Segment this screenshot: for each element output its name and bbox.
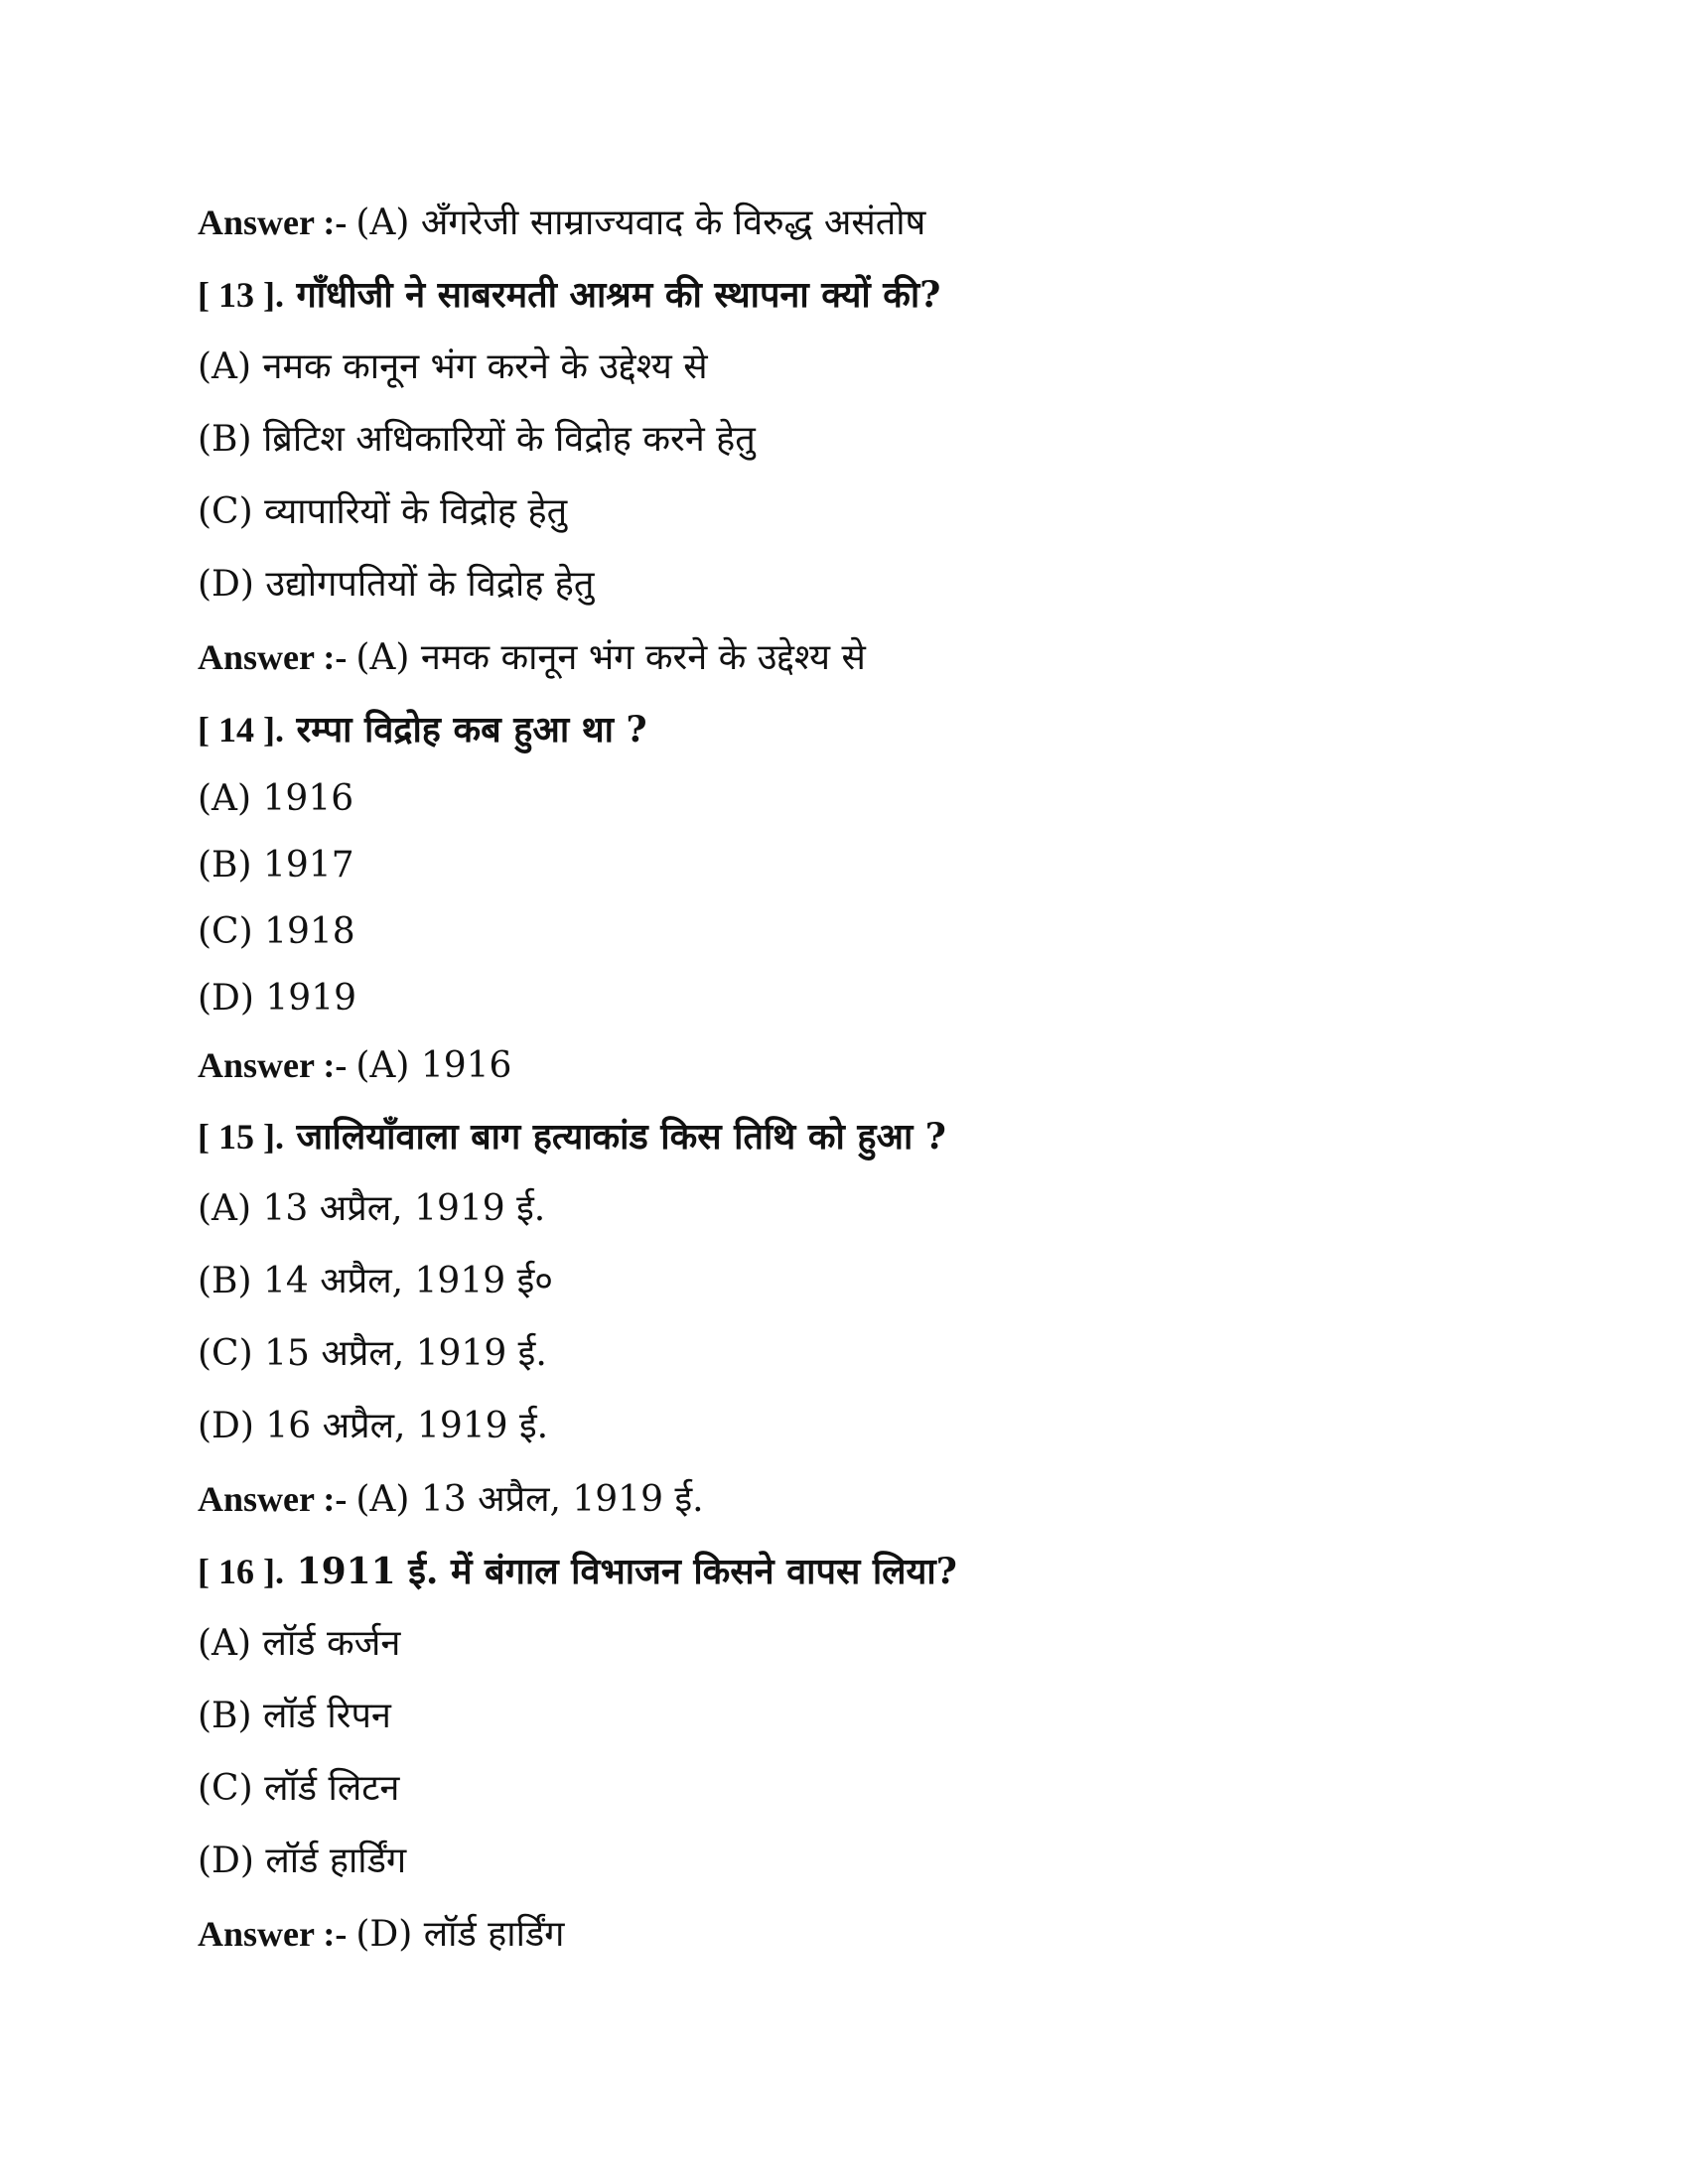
- prev-answer-line: [198, 199, 925, 247]
- question-text: गाँधीजी ने साबरमती आश्रम की स्थापना क्यों की?: [283, 274, 941, 316]
- answer-label: Answer :-: [198, 637, 356, 677]
- answer-label: Answer :-: [198, 1045, 356, 1085]
- answer-label: Answer :-: [198, 1479, 356, 1519]
- question-15: [198, 1113, 946, 1160]
- answer-text: (D) लॉर्ड हार्डिंग: [355, 1914, 565, 1955]
- option-15-b: (B) 14 अप्रैल, 1919 ई०: [198, 1261, 553, 1301]
- question-text: रम्पा विद्रोह कब हुआ था ?: [283, 709, 647, 751]
- question-14: [198, 706, 647, 753]
- question-13: [198, 271, 940, 319]
- answer-14: [198, 1041, 511, 1090]
- answer-label: Answer :-: [198, 1914, 356, 1954]
- option-16-b: (B) लॉर्ड रिपन: [198, 1696, 391, 1736]
- option-14-c: (C) 1918: [198, 911, 355, 952]
- option-14-a: (A) 1916: [198, 778, 354, 819]
- option-13-d: (D) उद्योगपतियों के विद्रोह हेतु: [198, 564, 595, 605]
- option-14-b: (B) 1917: [198, 845, 354, 886]
- answer-13: [198, 633, 866, 682]
- answer-16: [198, 1910, 564, 1959]
- answer-text: (A) नमक कानून भंग करने के उद्देश्य से: [355, 637, 866, 678]
- answer-15: [198, 1475, 704, 1524]
- option-16-d: (D) लॉर्ड हार्डिंग: [198, 1841, 407, 1881]
- answer-label: Answer :-: [198, 203, 356, 242]
- answer-text: (A) 13 अप्रैल, 1919 ई.: [355, 1479, 704, 1520]
- option-15-d: (D) 16 अप्रैल, 1919 ई.: [198, 1406, 549, 1446]
- question-number: [ 16 ].: [198, 1552, 284, 1591]
- answer-text: (A) 1916: [355, 1045, 512, 1086]
- question-number: [ 14 ].: [198, 710, 284, 750]
- option-13-c: (C) व्यापारियों के विद्रोह हेतु: [198, 491, 568, 532]
- question-text: 1911 ई. में बंगाल विभाजन किसने वापस लिया?: [283, 1551, 957, 1592]
- option-14-d: (D) 1919: [198, 978, 357, 1019]
- option-16-a: (A) लॉर्ड कर्जन: [198, 1623, 401, 1664]
- option-13-a: (A) नमक कानून भंग करने के उद्देश्य से: [198, 346, 708, 387]
- answer-text: (A) अँगरेजी साम्राज्यवाद के विरुद्ध असंतोष: [355, 203, 926, 243]
- question-number: [ 15 ].: [198, 1117, 284, 1157]
- question-16: [198, 1548, 957, 1595]
- option-15-c: (C) 15 अप्रैल, 1919 ई.: [198, 1333, 547, 1374]
- question-text: जालियाँवाला बाग हत्याकांड किस तिथि को हुआ ?: [283, 1116, 946, 1158]
- option-16-c: (C) लॉर्ड लिटन: [198, 1768, 400, 1809]
- question-number: [ 13 ].: [198, 275, 284, 315]
- option-15-a: (A) 13 अप्रैल, 1919 ई.: [198, 1188, 546, 1229]
- option-13-b: (B) ब्रिटिश अधिकारियों के विद्रोह करने हेतु: [198, 419, 756, 460]
